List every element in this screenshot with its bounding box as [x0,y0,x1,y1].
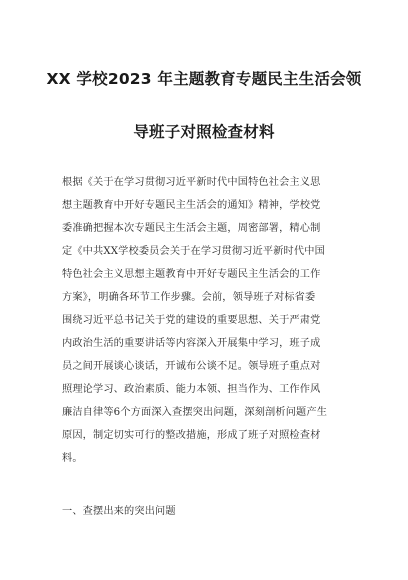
paragraph-line: 廉洁自律等6个方面深入查摆突出问题，深刻剖析问题产生 [62,407,328,418]
paragraph-line: 定《中共XX学校委员会关于在学习贯彻习近平新时代中国 [62,246,325,257]
paragraph-line: 委准确把握本次专题民主生活会主题，周密部署，精心制 [62,223,321,234]
paragraph-line: 特色社会主义思想主题教育中开好专题民主生活会的工作 [62,269,321,280]
paragraph-line: 围绕习近平总书记关于党的建设的重要思想、关于严肃党 [62,315,321,326]
paragraph-line: 想主题教育中开好专题民主生活会的通知》精神，学校党 [62,200,321,211]
paragraph-line: 员之间开展谈心谈话，开诚布公谈不足。领导班子重点对 [62,361,321,372]
paragraph-line: 根据《关于在学习贯彻习近平新时代中国特色社会主义思 [62,177,321,188]
paragraph-line: 内政治生活的重要讲话等内容深入开展集中学习，班子成 [62,338,321,349]
paragraph-line: 原因，制定切实可行的整改措施，形成了班子对照检查材 [62,430,321,441]
section-heading: 一、查摆出来的突出问题 [62,506,176,517]
document-title-line-2: 导班子对照检查材料 [133,123,275,141]
paragraph-line: 照理论学习、政治素质、能力本领、担当作为、工作作风 [62,384,321,395]
document-title-line-1: XX 学校2023 年主题教育专题民主生活会领 [46,70,362,88]
paragraph-line: 方案》，明确各环节工作步骤。会前，领导班子对标省委 [62,292,316,303]
paragraph-line: 料。 [62,453,83,464]
